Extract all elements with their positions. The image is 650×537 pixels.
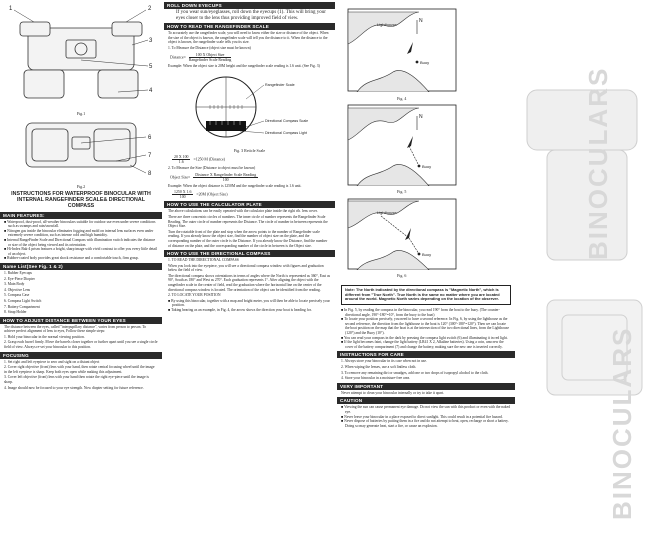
adjust-header: HOW TO ADJUST DISTANCE BETWEEN YOUR EYES [0, 317, 162, 324]
size-formula [170, 173, 329, 182]
part-number: 8 [148, 171, 152, 177]
column-right [337, 0, 650, 537]
calculator-text: Turn the rotatable front of the plate and stop when the arrow points to the number of Rangefinder scale reading. If you already know the object size, find the number of object size on the plate, and the corresponding number of the outer circle is the Distance. If you already know the Distance, find the number of distance on the plate, and the corresponding number of the circle in between is the Object size. [168, 229, 328, 248]
calc1-denominator: 1.6 [178, 160, 184, 165]
compass-bullet: ■ By using this binocular, together with a map and bright meter, you will then be able to locate precisely your position. [168, 298, 330, 308]
calc2-result: =20M (Object Size) [196, 192, 228, 197]
calculator-text: The above calculations can be easily operated with the calculator plate inside the right rib. lens cover. [168, 209, 318, 214]
part-number: 1 [9, 6, 13, 12]
main-features-header: MAIN FEATURES: [0, 212, 162, 219]
fig6-map [347, 198, 457, 270]
compass-text: When you look into the eyepiece, you will see a directional compass window with figures and graduation below the field of view. [168, 263, 324, 273]
fig3-caption: Fig. 3 Reticle Scale [233, 148, 266, 154]
reticle-label: Rangefinder Scale [264, 83, 295, 88]
calc1-numerator: 20 X 100 [174, 155, 189, 160]
name-list-header: Name List(See Fig. 1 & 2) [0, 263, 162, 270]
map-north-label: N [419, 18, 423, 24]
feature-item: ■ Internal RangeFinder Scale and Directional Compass with illumination switch indicates the distance or size of the object being viewed and its orientation. [4, 237, 156, 247]
rolldown-header: ROLL DOWN EYECUPS [164, 2, 335, 9]
magnetic-north-note: Note: The North indicated by the directional compass is "Magnetic North", which is different from "True North". True North is the same no matter where you are located around the world. Magnetic North varies depending on the location of the observer. [341, 285, 511, 305]
care-step: 1. Always store your binocular in its case when not in use. [341, 359, 427, 364]
fig3-reticle-scale [190, 69, 310, 147]
focusing-header: FOCUSING [0, 352, 162, 359]
care-section [341, 359, 511, 380]
care-step: 4. Store your binocular in a moisture-free area. [341, 376, 411, 381]
adjust-section [4, 325, 158, 350]
caution-header: CAUTION [337, 397, 515, 404]
name-list-item: 8. Strap Holder [4, 310, 27, 315]
fig1-caption: Fig.1 [76, 111, 86, 116]
map-buoy-label: Buoy [422, 164, 432, 169]
compass-text: The directional compass shows orientations in terms of angles where the North is represented as 360°, East as 90°, South as 180° and West as 270°. Each graduation represents 1°. After aligning the object with the rangefinder scale in the center of field, read the graduation where the horizontal line on the center of the directional compass window is located. The orientation of the object can be identified from the reading. [168, 273, 331, 292]
calculator-section [168, 209, 331, 248]
focus-step: 3. Cover left objective (front) lens with your hand then rotate the right eye-piece until the image is sharp. [4, 375, 149, 385]
part-number: 6 [148, 135, 152, 141]
measure-size-label: 2. To Measure the Size (Distance to object must be known) [168, 166, 256, 171]
fig5-caption: Fig. 5 [397, 189, 407, 194]
part-number: 7 [148, 153, 152, 159]
rolldown-text: If you wear sun/eyeglasses, roll down the eyecups (1). This will bring your eyes closer to the lens thus providing improved field of view. [176, 10, 326, 21]
size-numerator: Distance X Rangefinder Scale Reading [195, 172, 257, 177]
position-bullet: ■ If the light becomes faint, change the light battery (LR41 X 2, Alkaline batteries). Using a coin, unscrew the cover of the battery compartment (7) and change the battery, making sure the new one is inserted correctly. [341, 340, 504, 349]
instructions-title: INSTRUCTIONS FOR WATERPROOF BINOCULAR WITH INTERNAL RANGEFINDER SCALE& DIRECTIONAL COMPASS [11, 191, 151, 210]
position-bullet: ■ In Fig. 5, by reading the compass in the binocular, you read 190° from the boat to the buoy. (The counter-directional angle, 190°-180°=10°, from the buoy to the boat) [341, 308, 500, 317]
fig2-caption: Fig.2 [76, 184, 86, 189]
distance-formula [170, 53, 329, 62]
adjust-step: 1. Hold your binocular in the normal viewing position. [4, 334, 85, 339]
example-1: Example: When the object size is 20M height and the rangefinder scale reading is 1.6 unit. (See Fig. 3) [168, 63, 320, 68]
calc2-numerator: 1250 X 1.6 [174, 190, 192, 195]
name-list-item: 4. Objective Lens [4, 287, 31, 292]
calc-1 [170, 155, 329, 164]
fig4-map [347, 8, 457, 92]
fig6-caption: Fig. 6 [397, 273, 407, 278]
brand-watermark-bottom: BINOCULARS [607, 326, 637, 520]
important-header: VERY IMPORTANT [337, 383, 515, 390]
calculator-text: There are three concentric circles of numbers. The inner circle of number represents the Rangefinder Scale Reading. The outer circle of number represents the Distance. The circle of number in between represents the Object Size. [168, 214, 328, 229]
reticle-label: Directional Compass Light [264, 131, 307, 136]
name-list-item: 6. Compass Light Switch [4, 298, 42, 303]
feature-item: ■ Rubber-coated body provides great shock resistance and a comfortable touch, firm grasp. [4, 256, 139, 261]
size-label: Object Size= [170, 175, 191, 180]
calculator-header: HOW TO USE THE CALCULATOR PLATE [164, 201, 335, 208]
map-north-label: N [419, 114, 423, 120]
focus-step: 1. Set right and left eyepiece to zero and sight on a distant object [4, 359, 100, 364]
care-header: INSTRUCTIONS FOR CARE [337, 351, 515, 358]
focus-step: 4. Image should now be focused to your eye strength. Now diopter setting for future reference. [4, 385, 144, 390]
fig4-caption: Fig. 4 [397, 96, 407, 101]
name-list [4, 271, 158, 315]
compass-header: HOW TO USE THE DIRECTIONAL COMPASS [164, 250, 335, 257]
calc1-result: =1250 M (Distance) [193, 157, 226, 162]
name-list-item: 3. Main Body [4, 282, 25, 287]
name-list-item: 2. Eye-Piece Diopter [4, 276, 35, 281]
important-text: Never attempt to clean your binocular internally or try to take it apart. [341, 390, 445, 395]
distance-numerator: 100 X Object Size [189, 53, 232, 58]
map-lighthouse-label: Lighthouse [377, 210, 397, 215]
size-denominator: 100 [222, 177, 229, 182]
compass-bullet: ■ Taking bearing as an example, in Fig. 4, the arrow shows the direction your boat is heading for. [168, 308, 312, 313]
calc2-denominator: 100 [179, 195, 186, 200]
part-number: 5 [149, 64, 153, 70]
fig1-binocular-top-view [6, 0, 156, 110]
distance-denominator: Rangefinder Scale Reading [188, 57, 232, 62]
compass-subheading: 2. TO LOCATE YOUR POSITION [168, 293, 221, 298]
map-buoy-label: Buoy [420, 60, 430, 65]
reticle-label: Directional Compass Scale [264, 119, 308, 124]
part-number: 4 [149, 88, 153, 94]
column-middle [164, 0, 335, 537]
caution-bullet: ■ Viewing the sun can cause permanent eye damage. Do not view the sun with this product or even with the naked eye. [341, 405, 511, 415]
feature-item: ■ Waterproof, dust-proof, all-weather binoculars suitable for outdoor use even under severe conditions such as swamps and rain/snowfall. [4, 219, 156, 229]
adjust-step: 2. Grasp each barrel firmly. Move the barrels closer together or further apart until you see a single circle field of view. Always re-set your binocular to this position. [4, 340, 158, 350]
compass-section [168, 258, 331, 298]
name-list-item: 1. Rubber Eyecups [4, 270, 32, 275]
part-number: 3 [149, 38, 153, 44]
compass-subheading: 1. TO READ THE DIRECTIONAL COMPASS [168, 258, 239, 263]
care-step: 3. To remove any remaining dirt or smudges, add one or two drops of isopropyl alcohol to the cloth. [341, 370, 489, 375]
feature-item: ■ Hi-Index Bak-4 prism features a bright, sharp image with vivid contrast to offer you every little detail of an object. [4, 247, 158, 256]
focus-step: 2. Cover right objective (front) lens with your hand, then rotate central focusing wheel until the image in the left eyepiece is sharp. Keep both eyes open while making this adjustment. [4, 365, 155, 374]
caution-bullet: ■ Never dispose of batteries by putting them in a fire and do not attempt to heat, open, recharge or short a battery. Doing so may generate heat, start a fire, or cause an explosion. [341, 419, 509, 428]
fig2-binocular-bottom-view [6, 117, 156, 183]
rangefinder-header: HOW TO READ THE RANGEFINDER SCALE [164, 23, 335, 30]
part-number: 2 [148, 6, 152, 12]
map-lighthouse-label: Lighthouse [377, 22, 397, 27]
calc-2 [170, 190, 329, 199]
brand-watermark-top: BINOCULARS [583, 66, 613, 260]
adjust-text: The distance between the eyes, called "interpupillary distance", varies from person to person. To achieve perfect alignment of lens to eyes, Follow these simple steps: [4, 324, 147, 334]
feature-item: ■ Nitrogen gas inside the binocular eliminates fogging and mold on internal lens surfaces even under extremely severe condition, such as intense cold and high humidity. [4, 228, 154, 238]
fig5-map [347, 104, 457, 186]
example-2: Example: When the object distance is 1250M and the rangefinder scale reading is 1.6 unit. [168, 183, 302, 188]
position-bullet: ■ You can read your compass in the dark by pressing the compass light switch (6) and illuminating it in red light. [341, 335, 508, 340]
position-bullet: ■ To locate your position precisely, you need to have a second reference. In Fig. 6, by using the lighthouse as the second reference, the direction from the lighthouse to the boat is 120° (300°-180°=120°). Then we can locate the boat position on the map that the boat is at the intersection of the two directional lines, from the Lighthouse (120°) and the Buoy (10°). [341, 317, 509, 336]
rangefinder-intro: To accurately use the rangefinder scale, you will need to know either the size or distance of the object. When the size of the object is known, the rangefinder scale will tell you the distance to it. When the distance to the object is known, the rangefinder scale tells you its size. [168, 31, 329, 45]
care-step: 2. When wiping the lenses, use a soft lintless cloth. [341, 365, 417, 370]
measure-distance-label: 1. To Measure the Distance (object size must be known) [168, 45, 251, 50]
caution-bullet: ■ Never leave your binocular in a place exposed to direct sunlight. This could result in a potential fire hazard. [341, 414, 503, 419]
map-buoy-label: Buoy [422, 252, 432, 257]
distance-label: Distance= [170, 54, 186, 59]
name-list-item: 5. Compass Case [4, 293, 30, 298]
right-text-block [337, 282, 515, 428]
focusing-section [4, 360, 158, 391]
name-list-item: 7. Battery Compartment [4, 304, 40, 309]
column-left [0, 0, 162, 537]
